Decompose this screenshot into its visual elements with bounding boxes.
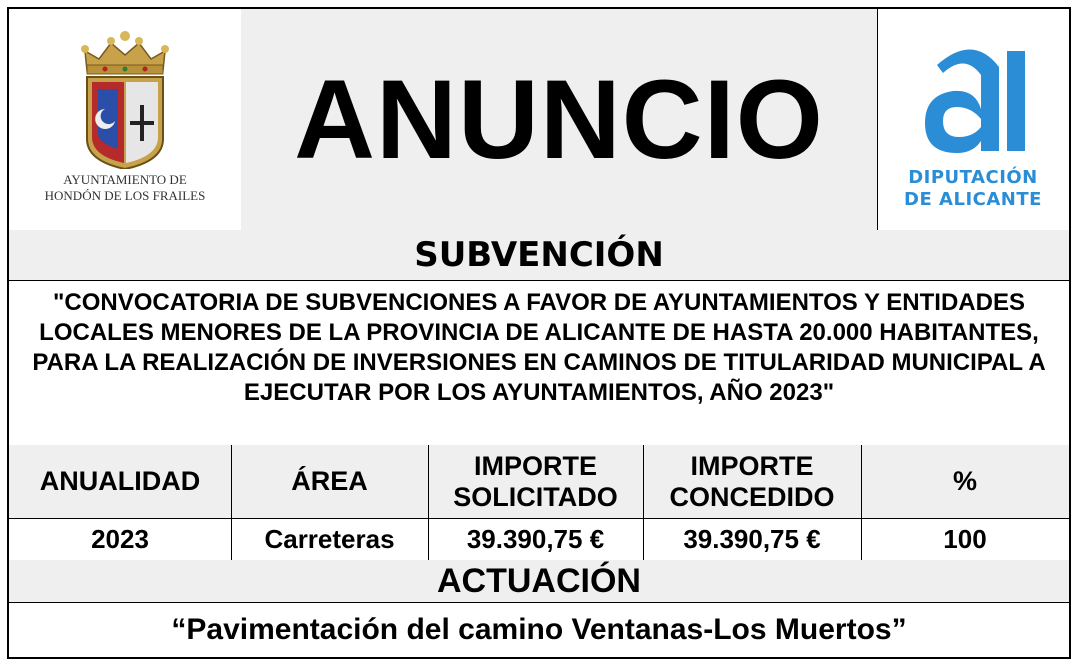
diputacion-a-logo-icon [877,9,1069,159]
col-header-anualidad [9,445,231,518]
ayuntamiento-caption [9,172,241,204]
diputacion-caption-line1: DIPUTACIÓN [908,167,1038,188]
ayuntamiento-logo [9,9,241,230]
title-cell [241,9,877,230]
ayuntamiento-caption-line2: HONDÓN DE LOS FRAILES [44,188,206,203]
diputacion-logo [877,9,1069,230]
ayuntamiento-caption-line1: AYUNTAMIENTO DE [63,172,187,187]
diputacion-caption-line2: DE ALICANTE [904,189,1042,210]
col-header-area-text: ÁREA [291,466,368,496]
col-header-importe-solicitado [428,445,643,518]
subvencion-text: "CONVOCATORIA DE SUBVENCIONES A FAVOR DE AYUNTAMIENTOS Y ENTIDADES LOCALES MENORES DE LA PROVINCIA DE ALICANTE DE HASTA 20.000 HABITANTES, PARA LA REALIZACIÓN DE INVERSIONES EN CAMINOS DE TITULARIDAD MUNICIPAL A EJECUTAR POR LOS AYUNTAMIENTOS, AÑO 2023" [32,289,1046,406]
coat-of-arms-icon [9,9,241,169]
col-header-importe-solicitado-line1: IMPORTE [473,450,597,481]
announcement-frame [7,7,1071,659]
actuacion-text: “Pavimentación del camino Ventanas-Los Muertos” [171,612,907,646]
col-header-porcentaje [861,445,1069,518]
col-header-importe-solicitado-line2: SOLICITADO [453,481,618,512]
cell-anualidad: 2023 [91,523,149,554]
diputacion-caption [877,167,1069,211]
col-header-importe-concedido-line1: IMPORTE [690,450,814,481]
page-title: ANUNCIO [294,57,824,182]
cell-porcentaje: 100 [943,523,987,554]
actuacion-heading-text: ACTUACIÓN [437,561,641,600]
subvencion-heading [9,230,1069,280]
cell-area: Carreteras [264,523,395,554]
actuacion-heading [9,560,1069,602]
col-header-anualidad-text: ANUALIDAD [39,466,201,496]
col-header-porcentaje-text: % [952,466,977,496]
cell-importe-concedido: 39.390,75 € [683,523,821,554]
subvencion-heading-text: SUBVENCIÓN [414,235,664,275]
col-header-importe-concedido-line2: CONCEDIDO [669,481,835,512]
cell-importe-solicitado: 39.390,75 € [466,523,605,554]
col-header-area [231,445,428,518]
col-header-importe-concedido [643,445,861,518]
